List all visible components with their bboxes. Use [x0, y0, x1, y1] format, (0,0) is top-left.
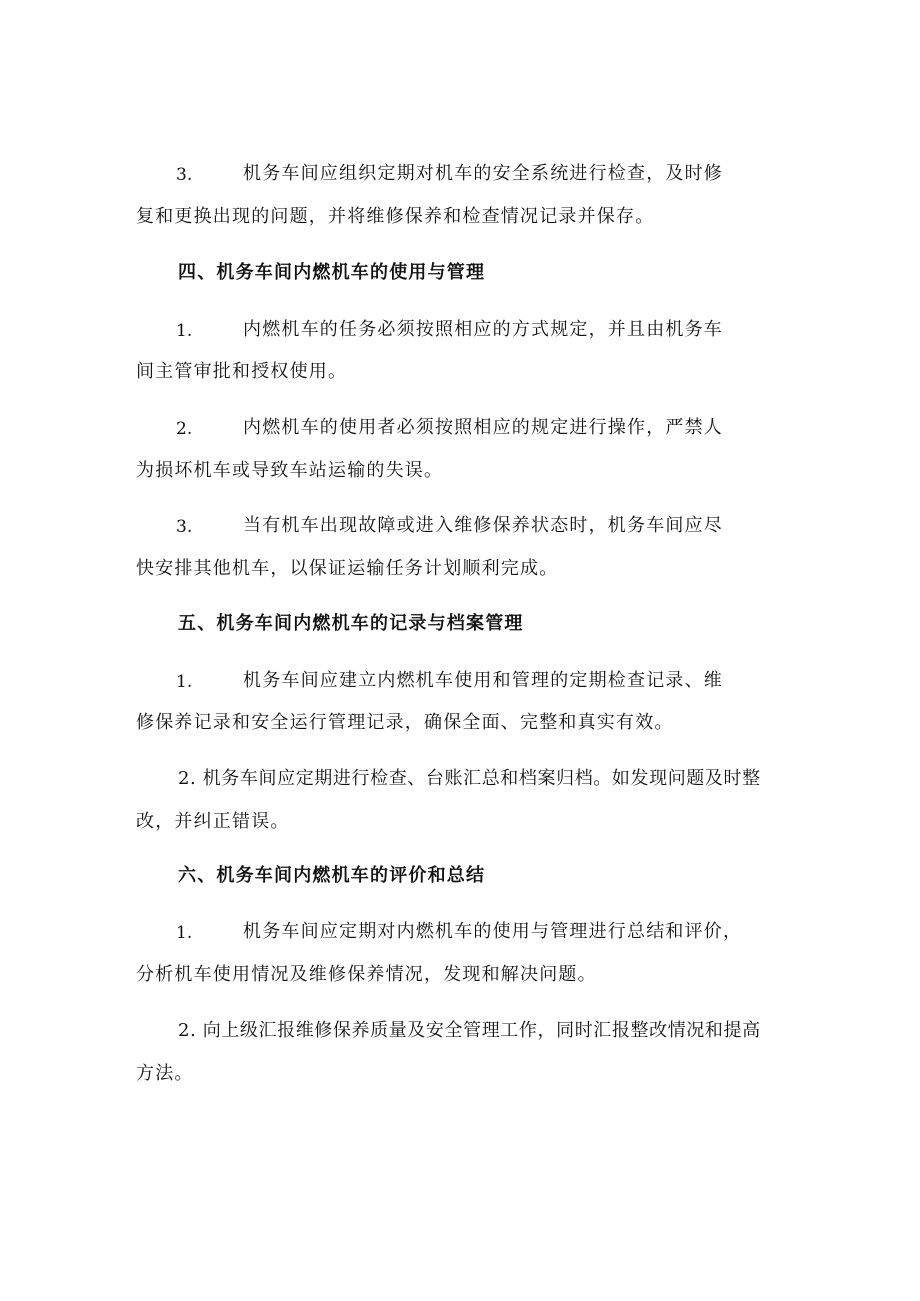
item-number: 1.	[176, 321, 193, 341]
item-text-line: 复和更换出现的问题，并将维修保养和检查情况记录并保存。	[136, 206, 655, 227]
section-heading: 六、机务车间内燃机车的评价和总结	[178, 865, 486, 886]
item-text-line: 分析机车使用情况及维修保养情况，发现和解决问题。	[136, 964, 597, 985]
item-number: 1.	[176, 923, 193, 943]
item-text-line: 间主管审批和授权使用。	[136, 361, 348, 382]
item-text-line: 为损坏机车或导致车站运输的失误。	[136, 460, 444, 481]
item-text-line: 机务车间应定期对内燃机车的使用与管理进行总结和评价，	[243, 921, 743, 942]
item-number: 3.	[176, 165, 193, 185]
item-text-line: 方法。	[136, 1063, 194, 1084]
item-text-line: 机务车间应建立内燃机车使用和管理的定期检查记录、维	[243, 670, 723, 691]
item-text-line: 机务车间应组织定期对机车的安全系统进行检查，及时修	[243, 163, 723, 184]
item-text-line: 2. 向上级汇报维修保养质量及安全管理工作，同时汇报整改情况和提高	[178, 1020, 761, 1041]
item-text-line: 改，并纠正错误。	[136, 811, 290, 832]
section-heading: 四、机务车间内燃机车的使用与管理	[178, 262, 486, 283]
item-text-line: 2. 机务车间应定期进行检查、台账汇总和档案归档。如发现问题及时整	[178, 768, 761, 789]
item-text-line: 修保养记录和安全运行管理记录，确保全面、完整和真实有效。	[136, 712, 674, 733]
item-number: 1.	[176, 672, 193, 692]
item-text-line: 快安排其他机车，以保证运输任务计划顺利完成。	[136, 558, 559, 579]
item-text-line: 内燃机车的任务必须按照相应的方式规定，并且由机务车	[243, 319, 723, 340]
item-text-line: 内燃机车的使用者必须按照相应的规定进行操作，严禁人	[243, 417, 723, 438]
section-heading: 五、机务车间内燃机车的记录与档案管理	[178, 613, 524, 634]
item-number: 2.	[176, 419, 193, 439]
item-number: 3.	[176, 517, 193, 537]
item-text-line: 当有机车出现故障或进入维修保养状态时，机务车间应尽	[243, 515, 723, 536]
